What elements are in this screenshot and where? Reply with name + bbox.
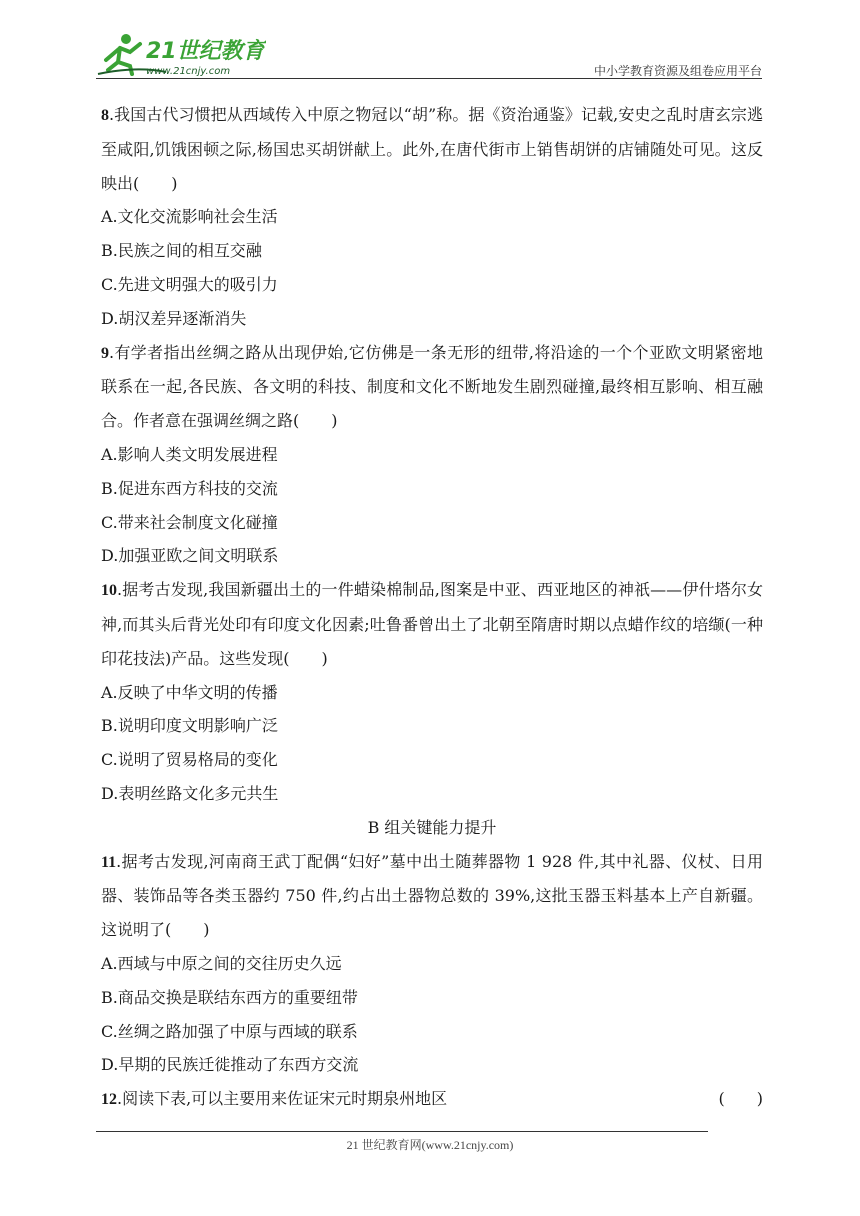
option-a: A.文化交流影响社会生活 (101, 207, 278, 227)
question-number: 11 (101, 853, 117, 871)
option-b: B.促进东西方科技的交流 (101, 478, 278, 498)
option-b: B.商品交换是联结东西方的重要纽带 (101, 987, 358, 1007)
question-number: 8 (101, 107, 109, 124)
option-c: C.说明了贸易格局的变化 (101, 750, 278, 770)
header-divider (96, 78, 762, 79)
question-number: 9 (101, 344, 109, 362)
logo-url: www.21cnjy.com (146, 66, 231, 77)
page-header (96, 30, 762, 80)
question-stem: .阅读下表,可以主要用来佐证宋元时期泉州地区 (117, 1089, 448, 1109)
header-platform-text: 中小学教育资源及组卷应用平台 (593, 64, 762, 78)
question-10 (101, 573, 763, 811)
question-8 (101, 98, 763, 336)
option-c: C.带来社会制度文化碰撞 (101, 512, 278, 532)
footer-divider (96, 1131, 708, 1132)
option-a: A.影响人类文明发展进程 (101, 444, 278, 464)
question-stem: .有学者指出丝绸之路从出现伊始,它仿佛是一条无形的纽带,将沿途的一个个亚欧文明紧密地联系在一起,各民族、各文明的科技、制度和文化不断地发生剧烈碰撞,最终相互影响、相互融合。作者意在强调丝绸之路( ) (101, 342, 763, 431)
section-title: B 组关键能力提升 (367, 817, 497, 837)
option-a: A.反映了中华文明的传播 (101, 682, 278, 702)
option-d: D.早期的民族迁徙推动了东西方交流 (101, 1055, 359, 1075)
question-number: 12 (101, 1091, 117, 1109)
footer-text: 21 世纪教育网(www.21cnjy.com) (346, 1138, 514, 1152)
question-9 (101, 336, 763, 574)
option-d: D.表明丝路文化多元共生 (101, 783, 279, 803)
option-b: B.说明印度文明影响广泛 (101, 716, 278, 736)
option-c: C.丝绸之路加强了中原与西域的联系 (101, 1021, 358, 1041)
question-stem: .据考古发现,河南商王武丁配偶“妇好”墓中出土随葬器物 1 928 件,其中礼器、仪杖、日用器、装饰品等各类玉器约 750 件,约占出土器物总数的 39%,这批玉器玉料基本上产自新疆。这说明了( ) (101, 851, 763, 940)
question-11 (101, 845, 763, 1083)
answer-bracket: ( ) (718, 1089, 763, 1109)
question-number: 10 (101, 582, 117, 600)
option-a: A.西域与中原之间的交往历史久远 (101, 953, 342, 973)
question-stem: .据考古发现,我国新疆出土的一件蜡染棉制品,图案是中亚、西亚地区的神祇——伊什塔尔女神,而其头后背光处印有印度文化因素;吐鲁番曾出土了北朝至隋唐时期以点蜡作纹的培缬(一种印花技法)产品。这些发现( ) (101, 580, 763, 668)
exam-content (101, 98, 763, 1117)
option-d: D.加强亚欧之间文明联系 (101, 546, 279, 566)
option-b: B.民族之间的相互交融 (101, 241, 262, 261)
option-d: D.胡汉差异逐渐消失 (101, 308, 247, 328)
question-stem: .我国古代习惯把从西域传入中原之物冠以“胡”称。据《资治通鉴》记载,安史之乱时唐玄宗逃至咸阳,饥饿困顿之际,杨国忠买胡饼献上。此外,在唐代街市上销售胡饼的店铺随处可见。这反映出( ) (101, 105, 763, 193)
logo-text: 21世纪教育 (146, 39, 265, 64)
option-c: C.先进文明强大的吸引力 (101, 274, 278, 294)
logo-21cnjy (96, 30, 266, 78)
question-12 (101, 1082, 763, 1117)
